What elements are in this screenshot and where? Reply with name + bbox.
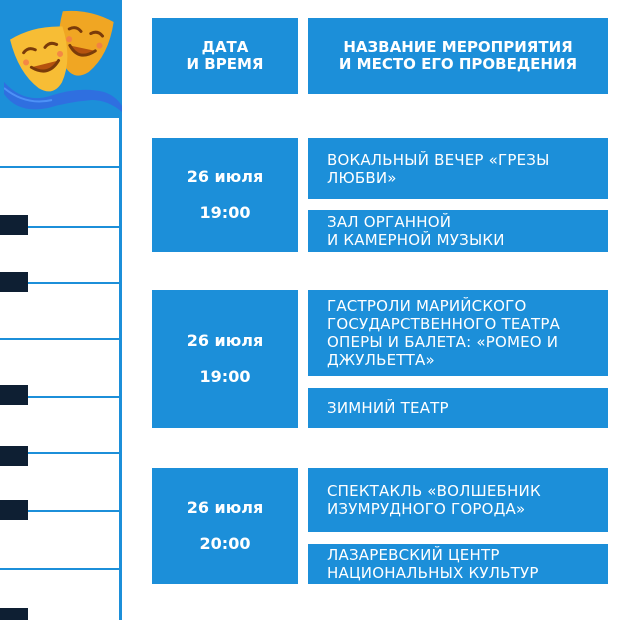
header-event-name: НАЗВАНИЕ МЕРОПРИЯТИЯ И МЕСТО ЕГО ПРОВЕДЕНИЯ <box>308 18 608 94</box>
event-name: ВОКАЛЬНЫЙ ВЕЧЕР «ГРЕЗЫ ЛЮБВИ» <box>327 150 550 187</box>
event-venue-cell <box>308 544 608 584</box>
event-venue-cell <box>308 388 608 428</box>
event-date: 26 июля <box>186 331 264 350</box>
event-time: 20:00 <box>199 534 251 553</box>
piano-key-divider <box>0 166 120 168</box>
event-name: СПЕКТАКЛЬ «ВОЛШЕБНИК ИЗУМРУДНОГО ГОРОДА» <box>327 482 541 518</box>
event-date-cell <box>152 290 298 428</box>
event-time: 19:00 <box>199 203 251 222</box>
event-venue-cell <box>308 210 608 252</box>
event-name: ГАСТРОЛИ МАРИЙСКОГО ГОСУДАРСТВЕННОГО ТЕАТРА ОПЕРЫ И БАЛЕТА: «РОМЕО И ДЖУЛЬЕТТА» <box>327 297 561 369</box>
event-venue: ЗАЛ ОРГАННОЙ И КАМЕРНОЙ МУЗЫКИ <box>327 213 505 249</box>
piano-black-key <box>0 385 28 405</box>
header-date-time: ДАТА И ВРЕМЯ <box>152 18 298 94</box>
event-venue: ЗИМНИЙ ТЕАТР <box>327 399 449 417</box>
event-time: 19:00 <box>199 367 251 386</box>
piano-key-divider <box>0 338 120 340</box>
piano-key-divider <box>0 568 120 570</box>
event-date-cell <box>152 468 298 584</box>
event-name-cell <box>308 138 608 199</box>
piano-sidebar <box>0 0 122 620</box>
theatre-masks-icon <box>4 8 122 112</box>
event-date: 26 июля <box>186 167 264 186</box>
event-name-cell <box>308 290 608 376</box>
event-name-cell <box>308 468 608 532</box>
event-venue: ЛАЗАРЕВСКИЙ ЦЕНТР НАЦИОНАЛЬНЫХ КУЛЬТУР <box>327 546 539 582</box>
piano-black-key <box>0 500 28 520</box>
event-date: 26 июля <box>186 498 264 517</box>
piano-edge-line <box>119 118 122 620</box>
piano-black-key <box>0 446 28 466</box>
piano-black-key <box>0 272 28 292</box>
event-date-cell <box>152 138 298 252</box>
piano-black-key <box>0 215 28 235</box>
piano-black-key <box>0 608 28 620</box>
